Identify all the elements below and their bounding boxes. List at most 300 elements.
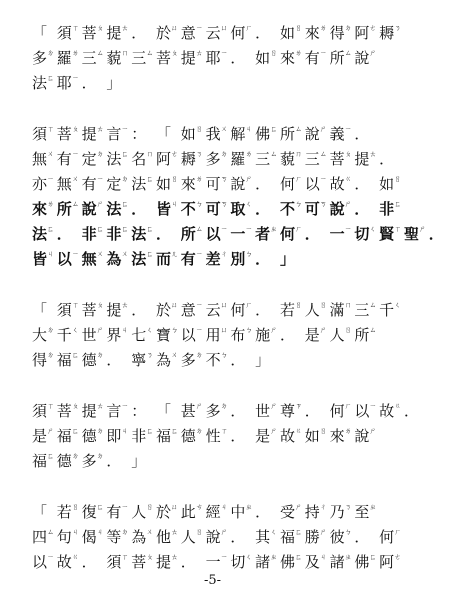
phonetic-mark: ㄐ [96,528,104,536]
character: 如 [279,24,295,42]
text-token [206,198,231,220]
character: 差 [205,250,221,268]
character: 說 [230,175,246,193]
phonetic-mark: ㄐ [220,503,228,511]
character: 有 [81,175,97,193]
phonetic-mark: ㄇ [121,49,128,57]
text-token [230,223,255,245]
phonetic-mark: ㄈ [171,427,178,435]
text-token [354,148,379,170]
character: 佛 [255,125,271,143]
phonetic-mark: ㄆ [96,24,104,32]
text-token [330,526,355,548]
phonetic-mark: ㄒ [71,301,79,309]
text-token [32,324,57,346]
text-token [305,198,330,220]
text-token [156,501,181,523]
phonetic-mark: ㄧ [71,74,79,82]
character: 藐 [106,49,122,67]
character: 聖 [403,225,419,243]
text-line [32,123,379,145]
text-token [379,173,404,195]
text-token [131,123,156,145]
text-token [82,148,107,170]
character: 一 [329,225,345,243]
phonetic-mark: ㄆ [71,402,79,410]
page-number: -5- [203,573,222,588]
character: 他 [155,528,171,546]
character: 所 [329,49,345,67]
text-token [32,72,57,94]
text-token [57,526,82,548]
character: 乃 [329,503,345,521]
phonetic-mark: ㄈ [270,125,277,133]
phonetic-mark: ㄙ [146,49,153,57]
text-line [32,47,379,69]
phonetic-mark: ㄆ [71,125,79,133]
character: 若 [279,301,295,319]
text-line [32,22,404,44]
character: 多 [180,351,196,369]
character: 何 [379,528,395,546]
phonetic-mark: ㄧ [220,49,228,57]
phonetic-mark: ㄓ [344,553,352,561]
text-token [32,501,57,523]
text-token [354,22,379,44]
character: ． [428,225,444,243]
text-token [57,501,82,523]
character: 」 [279,250,295,268]
phonetic-mark: ㄧ [96,175,104,183]
character: 別 [230,250,246,268]
text-token [330,223,355,245]
character: ． [403,402,419,420]
phonetic-mark: ㄈ [146,175,153,183]
phonetic-mark: ㄨ [96,250,104,258]
phonetic-mark: ㄧ [121,125,128,133]
phonetic-mark: ㄒ [71,24,79,32]
character: 有 [180,250,196,268]
phonetic-mark: ㄉ [121,528,128,536]
phonetic-mark: ㄕ [319,528,327,536]
phonetic-mark: ㄈ [71,427,79,435]
character: 是 [32,427,48,445]
character: 千 [56,326,72,344]
character: 說 [304,125,320,143]
phonetic-mark: ㄕ [270,326,277,334]
text-token [280,501,305,523]
character: 有 [106,503,122,521]
phonetic-mark: ㄐ [47,250,54,258]
character: 寧 [131,351,147,369]
text-token [82,526,107,548]
character: 施 [255,326,271,344]
phonetic-mark: ㄖ [71,503,79,511]
character: 人 [304,301,320,319]
phonetic-mark: ㄈ [96,225,104,233]
character: 解 [230,125,246,143]
phonetic-mark: ㄐ [121,326,128,334]
phonetic-mark: ㄇ [344,301,352,309]
phonetic-mark: ㄅ [245,326,252,334]
text-token [106,349,131,371]
phonetic-mark: ㄈ [294,553,302,561]
character: 復 [81,503,97,521]
phonetic-mark: ㄋ [195,150,203,158]
text-token [230,551,255,573]
text-token [131,425,156,447]
phonetic-mark: ㄎ [220,200,228,208]
character: 若 [56,503,72,521]
phonetic-mark: ㄙ [270,150,277,158]
character: 藐 [279,150,295,168]
text-token [82,551,107,573]
phonetic-mark: ㄧ [195,24,203,32]
phonetic-mark: ㄕ [270,427,277,435]
character: 說 [329,200,345,218]
text-token [57,198,82,220]
text-token [106,148,131,170]
phonetic-mark: ㄑ [270,528,277,536]
character: 所 [279,125,295,143]
character: ． [106,351,122,369]
character: 其 [255,528,271,546]
text-token [181,425,206,447]
character: 以 [180,326,196,344]
character: 故 [279,427,295,445]
character: 如 [304,427,320,445]
text-token [230,324,255,346]
character: 受 [279,503,295,521]
character: 可 [205,200,221,218]
text-line [32,72,131,94]
text-token [57,173,82,195]
character: 福 [56,351,72,369]
phonetic-mark: ㄕ [195,402,203,410]
character: 為 [106,250,122,268]
phonetic-mark: ㄍ [394,402,401,410]
character: 非 [379,200,395,218]
character: ． [354,175,370,193]
text-token [82,22,107,44]
text-token [106,47,131,69]
text-token [206,123,231,145]
text-token [354,501,379,523]
text-token [305,223,330,245]
text-token [181,198,206,220]
phonetic-mark: ㄋ [394,24,401,32]
phonetic-mark: ㄧ [319,175,327,183]
phonetic-mark: ㄧ [195,250,203,258]
character: 福 [56,427,72,445]
phonetic-mark: ㄉ [71,452,79,460]
text-token [181,148,206,170]
text-line [32,324,379,346]
character: 阿 [379,553,395,571]
phonetic-mark: ㄈ [369,553,376,561]
text-token [82,501,107,523]
character: 菩 [56,125,72,143]
phonetic-mark: ㄊ [171,528,178,536]
phonetic-mark: ㄜ [394,553,401,561]
text-token [131,148,156,170]
character: ： [131,125,147,143]
character: 佛 [354,553,370,571]
character: 有 [304,49,320,67]
text-token [330,22,355,44]
phonetic-mark: ㄐ [245,125,252,133]
phonetic-mark: ㄈ [146,250,153,258]
text-token [255,526,280,548]
character: 提 [106,301,122,319]
phonetic-mark: ㄎ [319,200,327,208]
character: ． [255,175,271,193]
character: 取 [230,200,246,218]
phonetic-mark: ㄉ [96,150,104,158]
phonetic-mark: ㄊ [171,553,178,561]
phonetic-mark: ㄉ [96,452,104,460]
character: 法 [32,225,48,243]
phonetic-mark: ㄕ [96,326,104,334]
text-token [181,299,206,321]
text-token [131,450,156,472]
phonetic-mark: ㄊ [195,49,203,57]
character: 菩 [131,553,147,571]
text-token [230,248,255,270]
text-token [131,299,156,321]
character: ． [155,225,171,243]
text-token [181,123,206,145]
phonetic-mark: ㄓ [369,503,376,511]
phonetic-mark: ㄅ [294,200,302,208]
text-token [379,526,404,548]
phonetic-mark: ㄔ [319,503,327,511]
phonetic-mark: ㄩ [171,503,178,511]
phonetic-mark: ㄈ [146,225,153,233]
character: 耨 [379,24,395,42]
phonetic-mark: ㄅ [171,326,178,334]
text-token [156,22,181,44]
text-token [82,450,107,472]
text-token [181,400,206,422]
character: 人 [180,528,196,546]
text-token [32,173,57,195]
character: 句 [56,528,72,546]
text-token [57,551,82,573]
text-token [404,223,429,245]
text-token [255,223,280,245]
character: 切 [354,225,370,243]
text-token [32,123,57,145]
character: 偈 [81,528,97,546]
text-token [206,501,231,523]
character: 來 [180,175,196,193]
character: 於 [155,24,171,42]
text-line [32,450,156,472]
phonetic-mark: ㄐ [71,528,79,536]
text-token [82,248,107,270]
text-token [305,400,330,422]
text-token [379,148,404,170]
phonetic-mark: ㄏ [294,225,302,233]
phonetic-mark: ㄌ [319,24,327,32]
character: 諸 [255,553,271,571]
text-token [57,299,82,321]
phonetic-mark: ㄕ [47,427,54,435]
phonetic-mark: ㄅ [195,200,203,208]
character: 如 [180,125,196,143]
text-token [206,349,231,371]
text-token [181,223,206,245]
character: 七 [131,326,147,344]
text-token [206,22,231,44]
phonetic-mark: ㄇ [294,150,302,158]
text-token [131,47,156,69]
character: 法 [106,150,122,168]
text-token [181,173,206,195]
text-token [280,47,305,69]
text-token [131,248,156,270]
character: 「 [155,125,171,143]
text-token [354,299,379,321]
phonetic-mark: ㄖ [394,175,401,183]
text-line [32,223,454,245]
character: 亦 [32,175,48,193]
phonetic-mark: ㄧ [220,225,228,233]
character: 三 [354,301,370,319]
phonetic-mark: ㄨ [121,250,128,258]
phonetic-mark: ㄅ [245,250,252,258]
text-token [82,324,107,346]
character: 何 [230,301,246,319]
text-token [106,425,131,447]
phonetic-mark: ㄍ [294,427,302,435]
phonetic-mark: ㄑ [146,326,153,334]
text-token [330,299,355,321]
text-token [280,425,305,447]
text-token [330,198,355,220]
phonetic-mark: ㄖ [171,175,178,183]
character: 至 [354,503,370,521]
text-token [131,501,156,523]
text-token [280,22,305,44]
text-token [280,400,305,422]
phonetic-mark: ㄋ [146,351,153,359]
phonetic-mark: ㄑ [369,225,376,233]
text-token [280,148,305,170]
phonetic-mark: ㄆ [171,49,178,57]
character: 提 [81,125,97,143]
phonetic-mark: ㄌ [47,200,54,208]
phonetic-mark: ㄧ [195,301,203,309]
text-token [32,400,57,422]
phonetic-mark: ㄈ [146,427,153,435]
phonetic-mark: ㄈ [121,225,128,233]
text-token [131,198,156,220]
character: ． [180,553,196,571]
character: 等 [106,528,122,546]
character: 德 [180,427,196,445]
character: 何 [329,402,345,420]
phonetic-mark: ㄈ [47,74,54,82]
character: 三 [304,150,320,168]
text-token [156,223,181,245]
text-token [255,425,280,447]
text-token [230,198,255,220]
character: 以 [56,250,72,268]
character: 故 [379,402,395,420]
phonetic-mark: ㄌ [71,49,79,57]
text-token [280,223,305,245]
character: 意 [180,24,196,42]
character: ． [106,452,122,470]
character: 無 [56,175,72,193]
phonetic-mark: ㄈ [121,150,128,158]
phonetic-mark: ㄊ [96,125,104,133]
phonetic-mark: ㄐ [319,553,327,561]
phonetic-mark: ㄖ [319,427,327,435]
character: 三 [131,49,147,67]
character: 「 [32,301,48,319]
phonetic-mark: ㄒ [121,553,128,561]
text-token [255,148,280,170]
phonetic-mark: ㄧ [344,225,352,233]
character: 所 [354,326,370,344]
text-token [255,551,280,573]
phonetic-mark: ㄌ [195,175,203,183]
text-token [379,223,404,245]
character: 提 [155,553,171,571]
phonetic-mark: ㄓ [270,553,277,561]
text-token [280,248,305,270]
character: 是 [304,326,320,344]
phonetic-mark: ㄒ [220,427,228,435]
phonetic-mark: ㄆ [146,553,153,561]
text-line [32,526,404,548]
phonetic-mark: ㄑ [245,553,252,561]
phonetic-mark: ㄧ [369,402,376,410]
text-token [106,198,131,220]
text-token [181,22,206,44]
phonetic-mark: ㄉ [195,427,203,435]
character: 須 [32,125,48,143]
text-token [57,223,82,245]
phonetic-mark: ㄧ [71,250,79,258]
phonetic-mark: ㄉ [47,49,54,57]
text-token [230,400,255,422]
character: 不 [205,351,221,369]
text-token [230,501,255,523]
phonetic-mark: ㄊ [121,301,128,309]
text-token [32,47,57,69]
phonetic-mark: ㄕ [220,528,228,536]
text-token [82,223,107,245]
phonetic-mark: ㄧ [195,326,203,334]
phonetic-mark: ㄉ [96,351,104,359]
text-token [82,198,107,220]
character: 定 [106,175,122,193]
phonetic-mark: ㄩ [171,24,178,32]
text-token [255,400,280,422]
phonetic-mark: ㄕ [369,49,376,57]
character: 切 [230,553,246,571]
phonetic-mark: ㄜ [171,150,178,158]
phonetic-mark: ㄦ [171,250,178,258]
character: 可 [205,175,221,193]
character: 即 [106,427,122,445]
text-token [82,47,107,69]
character: 言 [106,125,122,143]
